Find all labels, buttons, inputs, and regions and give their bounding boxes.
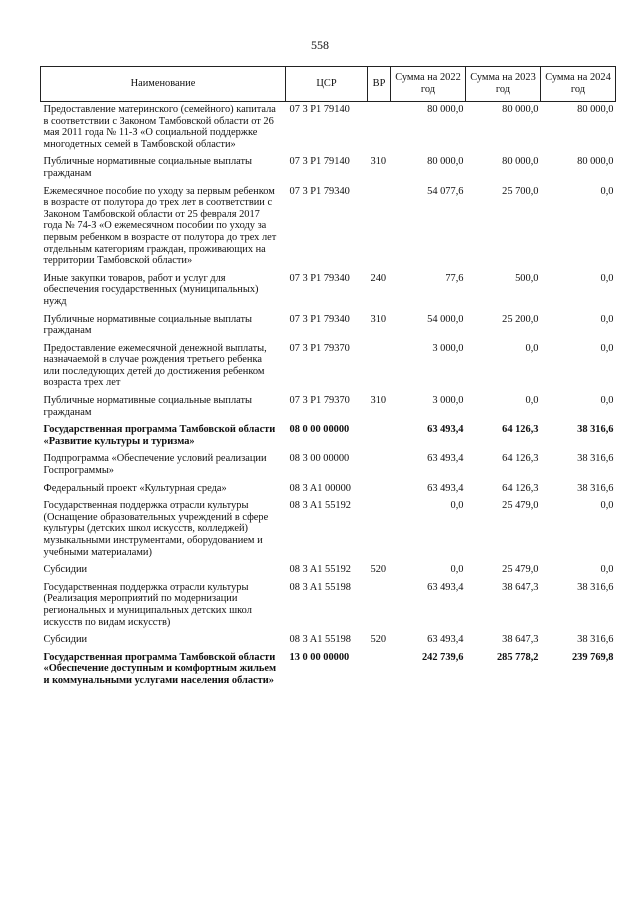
row-name: Публичные нормативные социальные выплаты гражданам <box>43 313 253 337</box>
row-csr: 08 0 00 00000 <box>289 424 350 436</box>
row-sum-2022: 63 493,4 <box>427 634 464 646</box>
row-csr: 07 3 P1 79340 <box>289 313 350 325</box>
row-sum-2023: 64 126,3 <box>502 482 539 494</box>
row-sum-2023: 38 647,3 <box>502 634 539 646</box>
row-sum-2023: 285 778,2 <box>496 651 539 663</box>
table-row <box>41 498 616 562</box>
table-row <box>41 451 616 480</box>
row-sum-2023: 25 479,0 <box>502 500 539 512</box>
row-vr <box>368 341 391 393</box>
row-vr <box>368 498 391 562</box>
row-sum-2022: 63 493,4 <box>427 482 464 494</box>
row-name: Государственная программа Тамбовской области «Развитие культуры и туризма» <box>43 424 276 447</box>
table-row <box>41 393 616 422</box>
header-sum-2023: Сумма на 2023 год <box>466 67 541 102</box>
header-csr: ЦСР <box>286 67 368 102</box>
row-sum-2024: 80 000,0 <box>577 104 614 115</box>
page-number: 558 <box>311 38 329 52</box>
row-sum-2023: 25 479,0 <box>502 564 539 576</box>
header-name: Наименование <box>41 67 286 102</box>
table-row <box>41 632 616 650</box>
row-sum-2024: 38 316,6 <box>577 424 614 436</box>
row-sum-2024: 38 316,6 <box>577 482 614 494</box>
row-sum-2023: 38 647,3 <box>502 581 539 593</box>
row-csr: 07 3 P1 79370 <box>289 342 350 354</box>
table-row <box>41 102 616 155</box>
row-sum-2024: 0,0 <box>600 395 614 407</box>
row-sum-2022: 63 493,4 <box>427 453 464 465</box>
row-vr: 310 <box>370 313 387 325</box>
table-row <box>41 481 616 499</box>
row-csr: 13 0 00 00000 <box>289 651 350 663</box>
row-sum-2024: 38 316,6 <box>577 453 614 465</box>
row-sum-2022: 54 077,6 <box>427 185 464 197</box>
row-name: Предоставление ежемесячной денежной выплаты, назначаемой в случае рождения третьего ребенка или последующих детей до достижения ребенком возраста трех лет <box>43 342 267 389</box>
row-sum-2022: 3 000,0 <box>432 395 464 407</box>
row-sum-2023: 80 000,0 <box>502 104 539 115</box>
row-name: Субсидии <box>43 564 88 576</box>
row-vr: 310 <box>370 156 387 168</box>
row-sum-2022: 242 739,6 <box>421 651 464 663</box>
table-row <box>41 184 616 271</box>
row-sum-2023: 64 126,3 <box>502 424 539 436</box>
row-vr <box>368 184 391 271</box>
row-sum-2023: 0,0 <box>525 342 539 354</box>
table-row <box>41 312 616 341</box>
table-row <box>41 650 616 691</box>
row-csr: 07 3 P1 79340 <box>289 185 350 197</box>
row-sum-2024: 0,0 <box>600 564 614 576</box>
row-sum-2024: 38 316,6 <box>577 581 614 593</box>
row-vr <box>368 481 391 499</box>
row-sum-2022: 63 493,4 <box>427 424 464 436</box>
row-sum-2024: 80 000,0 <box>577 156 614 168</box>
row-name: Федеральный проект «Культурная среда» <box>43 482 227 494</box>
row-sum-2022: 0,0 <box>450 564 464 576</box>
row-csr: 08 3 00 00000 <box>289 453 350 465</box>
row-name: Публичные нормативные социальные выплаты гражданам <box>43 395 253 418</box>
row-sum-2024: 38 316,6 <box>577 634 614 646</box>
table-body <box>41 102 616 691</box>
row-vr <box>368 451 391 480</box>
row-sum-2024: 0,0 <box>600 313 614 325</box>
row-vr <box>368 580 391 632</box>
row-sum-2022: 77,6 <box>445 272 464 284</box>
row-sum-2023: 80 000,0 <box>502 156 539 168</box>
table-row <box>41 341 616 393</box>
table-row <box>41 271 616 312</box>
row-name: Подпрограмма «Обеспечение условий реализации Госпрограммы» <box>43 453 267 477</box>
row-name: Государственная программа Тамбовской области «Обеспечение доступным и комфортным жильем и коммунальными услугами населения области» <box>43 651 277 686</box>
row-name: Субсидии <box>43 634 88 646</box>
row-csr: 07 3 P1 79140 <box>289 104 350 115</box>
row-name: Предоставление материнского (семейного) капитала в соответствии с Законом Тамбовской области от 26 мая 2011 года № 11-З «О социальной поддержке многодетных семей в Тамбовской области» <box>43 104 276 150</box>
row-sum-2024: 239 769,8 <box>571 651 614 663</box>
row-sum-2024: 0,0 <box>600 500 614 512</box>
row-vr: 240 <box>370 272 387 284</box>
row-csr: 08 3 A1 55192 <box>289 564 351 576</box>
table-row <box>41 422 616 451</box>
row-csr: 08 3 A1 55198 <box>289 634 351 646</box>
row-sum-2022: 63 493,4 <box>427 581 464 593</box>
row-sum-2022: 80 000,0 <box>427 156 464 168</box>
table-row <box>41 562 616 580</box>
table-header <box>41 67 616 102</box>
row-name: Ежемесячное пособие по уходу за первым ребенком в возрасте от полутора до трех лет в соответствии с Законом Тамбовской области от 25 февраля 2017 года № 74-З «О ежемесячном пособии по уходу за первым ребенком в возрасте от полутора до трех лет отдельным категориям граждан, проживающих на территории Тамбовской области» <box>43 185 277 267</box>
row-vr <box>368 102 391 155</box>
row-csr: 07 3 P1 79140 <box>289 156 350 168</box>
row-sum-2022: 0,0 <box>450 500 464 512</box>
row-vr <box>368 422 391 451</box>
row-name: Государственная поддержка отрасли культуры (Оснащение образовательных учреждений в сфере культуры (детских школ искусств, колледжей) музыкальными инструментами, оборудованием и учебными материалами) <box>43 500 269 558</box>
row-sum-2023: 25 200,0 <box>502 313 539 325</box>
row-vr: 520 <box>370 564 387 576</box>
row-csr: 08 3 A1 00000 <box>289 482 351 494</box>
row-sum-2024: 0,0 <box>600 342 614 354</box>
table-row <box>41 580 616 632</box>
table-row <box>41 154 616 183</box>
row-name: Публичные нормативные социальные выплаты гражданам <box>43 156 253 179</box>
row-sum-2022: 3 000,0 <box>432 342 464 354</box>
row-csr: 08 3 A1 55192 <box>289 500 351 512</box>
header-sum-2022: Сумма на 2022 год <box>391 67 466 102</box>
row-name: Иные закупки товаров, работ и услуг для обеспечения государственных (муниципальных) нужд <box>43 272 259 307</box>
row-sum-2023: 0,0 <box>525 395 539 407</box>
row-sum-2023: 500,0 <box>515 272 539 284</box>
row-csr: 08 3 A1 55198 <box>289 581 351 593</box>
row-csr: 07 3 P1 79340 <box>289 272 350 284</box>
row-sum-2022: 80 000,0 <box>427 104 464 115</box>
header-vr: ВР <box>368 67 391 102</box>
row-sum-2023: 64 126,3 <box>502 453 539 465</box>
row-name: Государственная поддержка отрасли культуры (Реализация мероприятий по модернизации региональных и муниципальных детских школ искусств по видам искусств) <box>43 581 252 628</box>
row-sum-2024: 0,0 <box>600 185 614 197</box>
row-sum-2022: 54 000,0 <box>427 313 464 325</box>
budget-table <box>40 66 616 691</box>
header-sum-2024: Сумма на 2024 год <box>541 67 616 102</box>
row-sum-2024: 0,0 <box>600 272 614 284</box>
row-vr: 520 <box>370 634 387 646</box>
row-vr: 310 <box>370 395 387 407</box>
row-vr <box>368 650 391 691</box>
row-csr: 07 3 P1 79370 <box>289 395 350 407</box>
row-sum-2023: 25 700,0 <box>502 185 539 197</box>
